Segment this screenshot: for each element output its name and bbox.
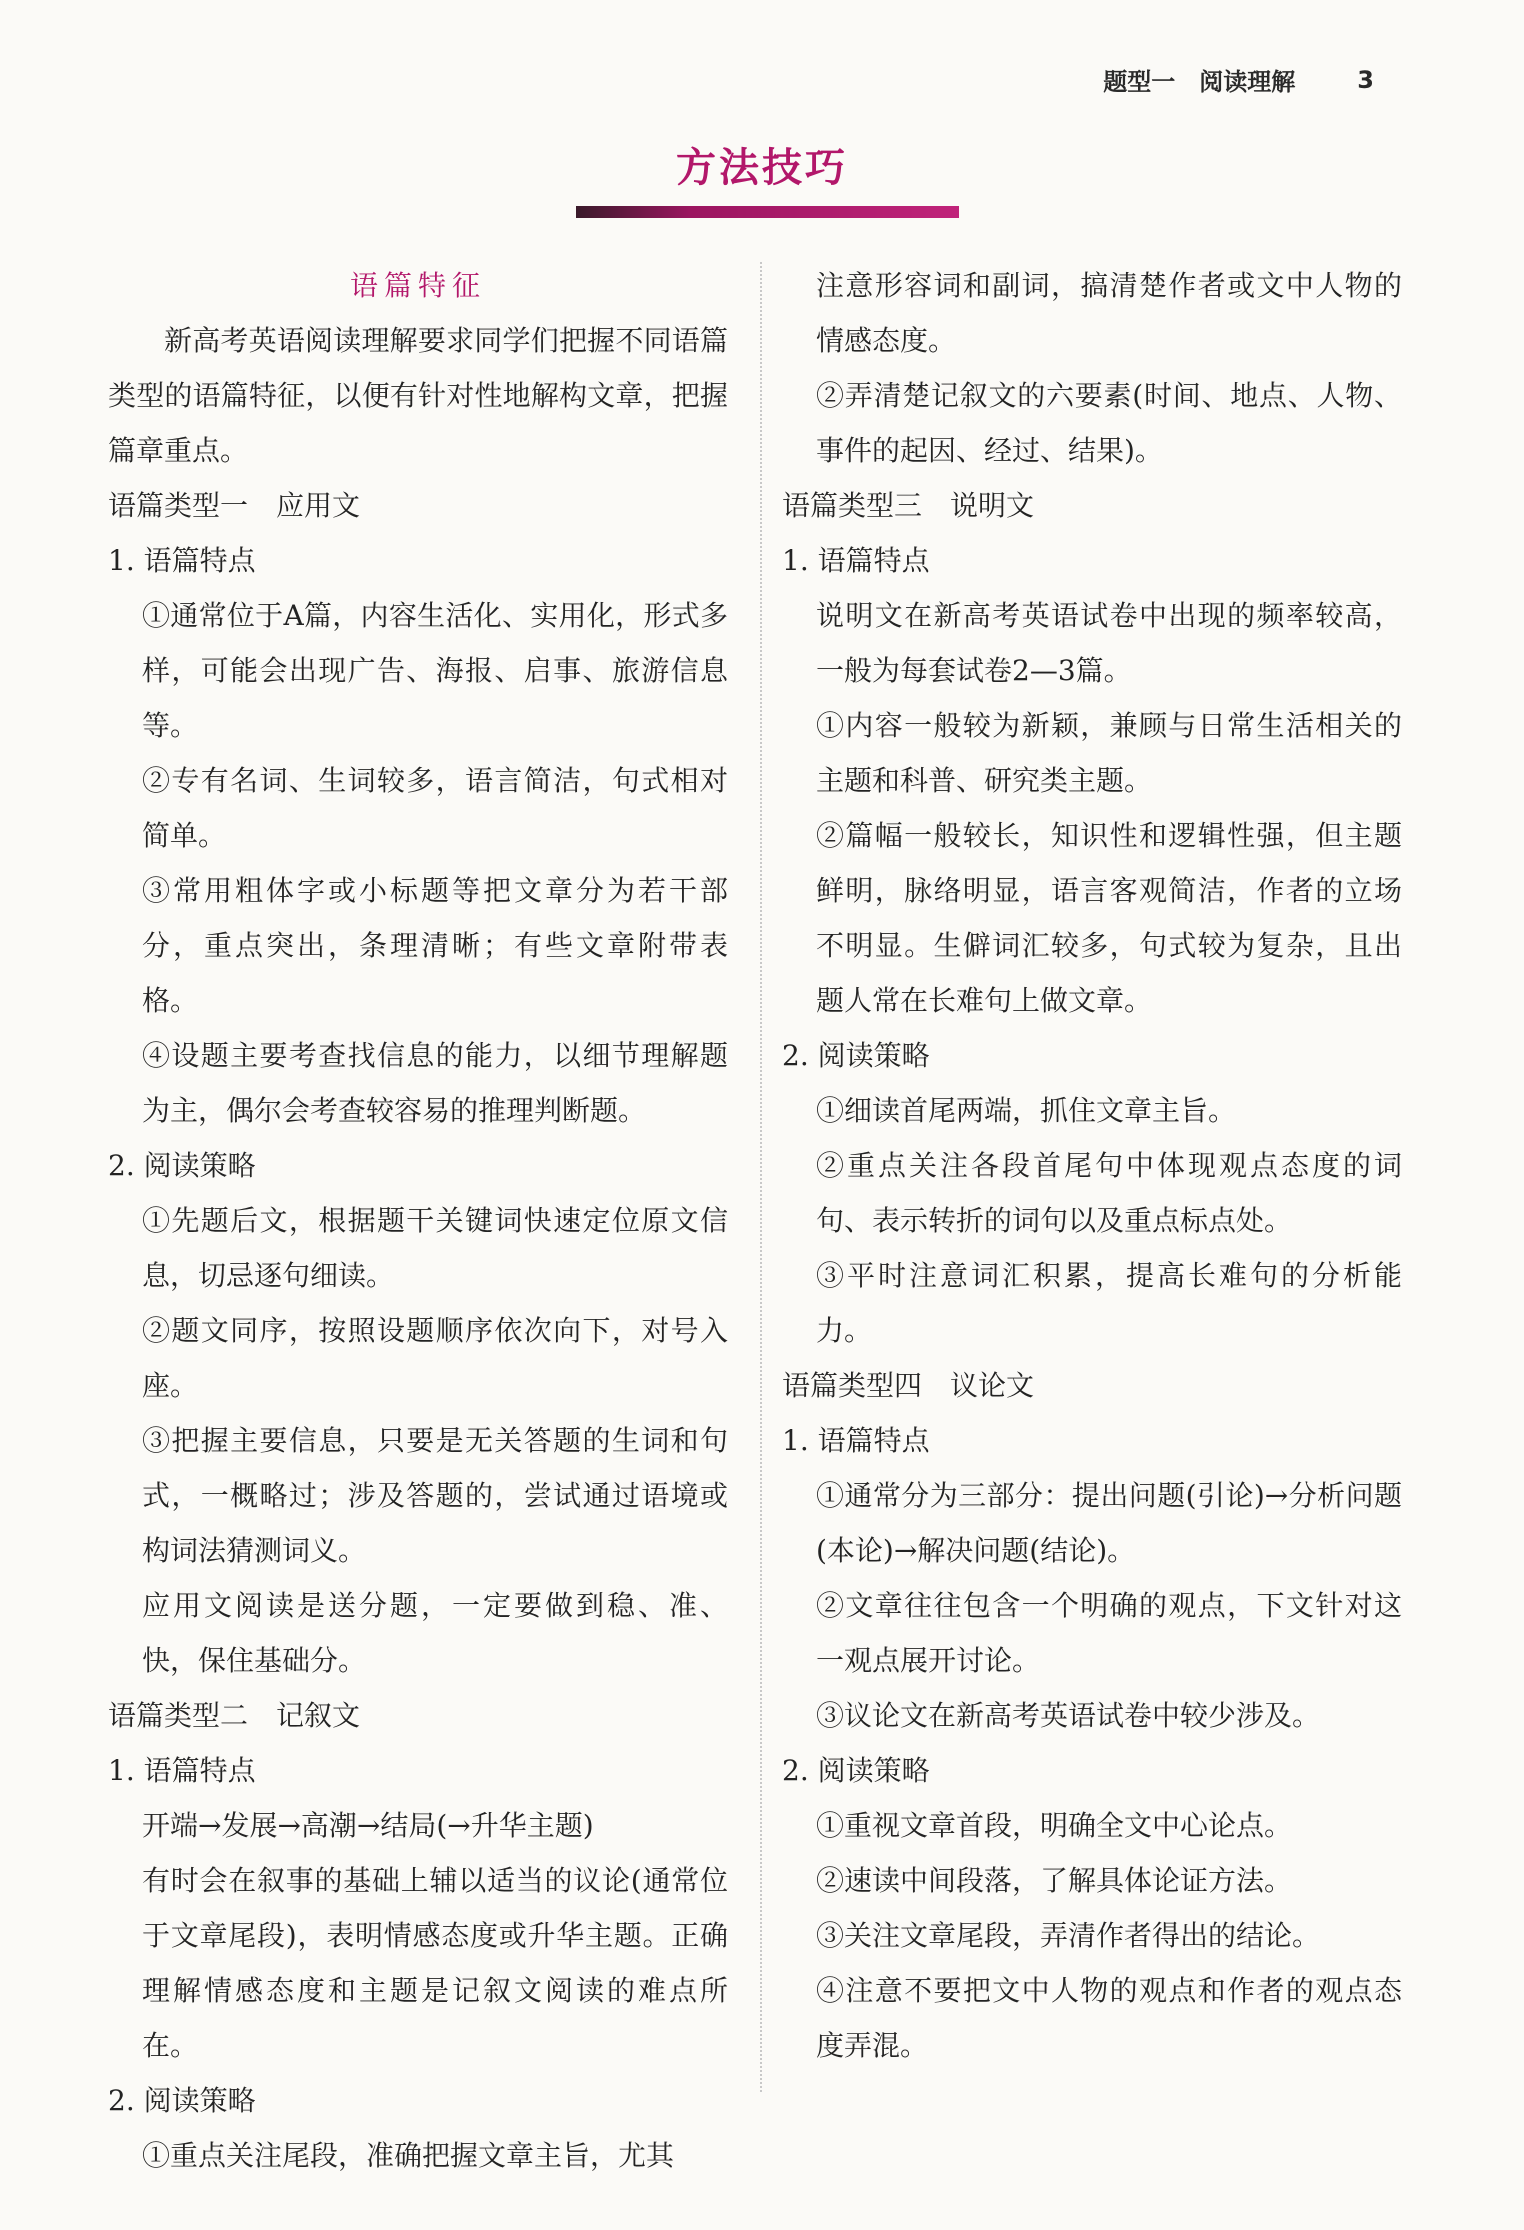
type1-feature: ④设题主要考查找信息的能力，以细节理解题为主，偶尔会考查较容易的推理判断题。	[142, 1039, 728, 1127]
type1-strategy: 应用文阅读是送分题，一定要做到稳、准、快，保住基础分。	[142, 1589, 728, 1677]
page-title: 方法技巧	[676, 145, 848, 191]
type4-strategy-heading: 2. 阅读策略	[782, 1754, 930, 1787]
intro-paragraph: 新高考英语阅读理解要求同学们把握不同语篇类型的语篇特征，以便有针对性地解构文章，把握篇章重点。	[108, 324, 728, 467]
type2-strategy: ②弄清楚记叙文的六要素(时间、地点、人物、事件的起因、经过、结果)。	[816, 379, 1402, 467]
running-header	[1103, 62, 1374, 97]
page-number: 3	[1357, 65, 1374, 94]
type3-strategy: ①细读首尾两端，抓住文章主旨。	[816, 1094, 1237, 1127]
type4-feature: ①通常分为三部分：提出问题(引论)→分析问题(本论)→解决问题(结论)。	[816, 1479, 1402, 1567]
type2-features-heading: 1. 语篇特点	[108, 1754, 256, 1787]
type1-strategy-heading: 2. 阅读策略	[108, 1149, 256, 1182]
type1-strategy: ②题文同序，按照设题顺序依次向下，对号入座。	[142, 1314, 728, 1402]
type1-strategy: ③把握主要信息，只要是无关答题的生词和句式，一概略过；涉及答题的，尝试通过语境或构词法猜测词义。	[142, 1424, 728, 1567]
type1-heading: 语篇类型一 应用文	[108, 489, 361, 522]
type2-flow: 开端→发展→高潮→结局(→升华主题)	[142, 1809, 594, 1842]
title-underline-bar	[576, 206, 959, 218]
type1-features-heading: 1. 语篇特点	[108, 544, 256, 577]
column-divider	[760, 262, 762, 2092]
right-column	[782, 258, 1402, 2073]
type3-feature: 说明文在新高考英语试卷中出现的频率较高，一般为每套试卷2—3篇。	[816, 599, 1402, 687]
type2-strategy-continued: 注意形容词和副词，搞清楚作者或文中人物的情感态度。	[816, 269, 1402, 357]
type3-strategy-heading: 2. 阅读策略	[782, 1039, 930, 1072]
section-heading: 语篇特征	[349, 269, 486, 302]
type3-feature: ①内容一般较为新颖，兼顾与日常生活相关的主题和科普、研究类主题。	[816, 709, 1402, 797]
type3-heading: 语篇类型三 说明文	[782, 489, 1035, 522]
title-block	[0, 136, 1524, 193]
type4-strategy: ④注意不要把文中人物的观点和作者的观点态度弄混。	[816, 1974, 1402, 2062]
type4-strategy: ③关注文章尾段，弄清作者得出的结论。	[816, 1919, 1321, 1952]
left-column	[108, 258, 728, 2183]
type1-feature: ②专有名词、生词较多，语言简洁，句式相对简单。	[142, 764, 728, 852]
type2-heading: 语篇类型二 记叙文	[108, 1699, 361, 1732]
type4-heading: 语篇类型四 议论文	[782, 1369, 1035, 1402]
type4-feature: ②文章往往包含一个明确的观点，下文针对这一观点展开讨论。	[816, 1589, 1402, 1677]
type3-feature: ②篇幅一般较长，知识性和逻辑性强，但主题鲜明，脉络明显，语言客观简洁，作者的立场不明显。生僻词汇较多，句式较为复杂，且出题人常在长难句上做文章。	[816, 819, 1402, 1017]
type2-strategy-start: ①重点关注尾段，准确把握文章主旨，尤其	[142, 2139, 675, 2172]
type3-features-heading: 1. 语篇特点	[782, 544, 930, 577]
type2-feature-paragraph: 有时会在叙事的基础上辅以适当的议论(通常位于文章尾段)，表明情感态度或升华主题。正确理解情感态度和主题是记叙文阅读的难点所在。	[142, 1864, 728, 2062]
header-section: 题型一 阅读理解	[1103, 68, 1296, 96]
type3-strategy: ③平时注意词汇积累，提高长难句的分析能力。	[816, 1259, 1402, 1347]
type4-features-heading: 1. 语篇特点	[782, 1424, 930, 1457]
type4-strategy: ①重视文章首段，明确全文中心论点。	[816, 1809, 1293, 1842]
type3-strategy: ②重点关注各段首尾句中体现观点态度的词句、表示转折的词句以及重点标点处。	[816, 1149, 1402, 1237]
type4-feature: ③议论文在新高考英语试卷中较少涉及。	[816, 1699, 1321, 1732]
type4-strategy: ②速读中间段落，了解具体论证方法。	[816, 1864, 1293, 1897]
type2-strategy-heading: 2. 阅读策略	[108, 2084, 256, 2117]
type1-feature: ①通常位于A篇，内容生活化、实用化，形式多样，可能会出现广告、海报、启事、旅游信息等。	[142, 599, 728, 742]
type1-feature: ③常用粗体字或小标题等把文章分为若干部分，重点突出，条理清晰；有些文章附带表格。	[142, 874, 728, 1017]
type1-strategy: ①先题后文，根据题干关键词快速定位原文信息，切忌逐句细读。	[142, 1204, 728, 1292]
